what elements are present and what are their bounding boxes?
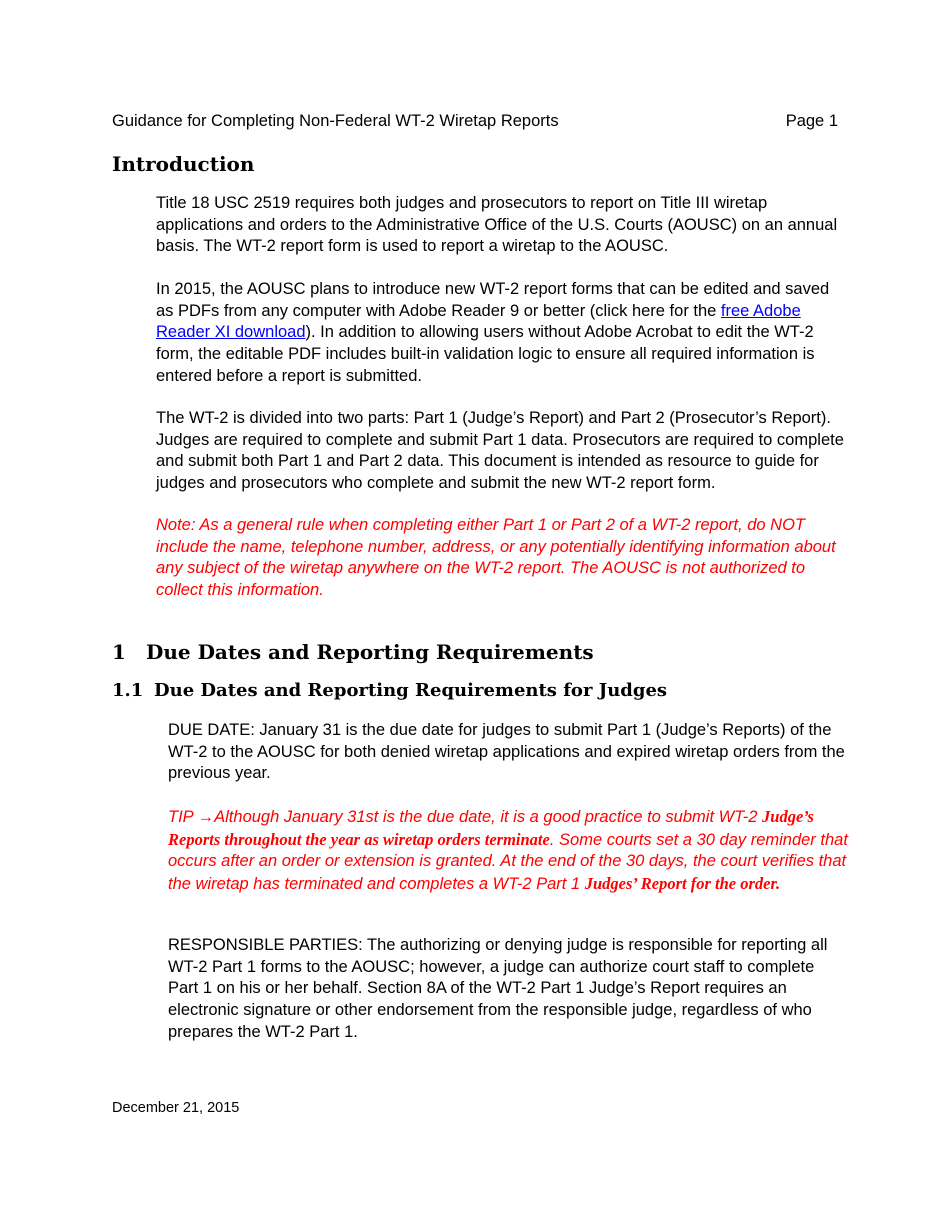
- section-1-title: Due Dates and Reporting Requirements: [146, 640, 594, 664]
- section-1-1-title: Due Dates and Reporting Requirements for Judges: [154, 680, 668, 701]
- intro-note: Note: As a general rule when completing either Part 1 or Part 2 of a WT-2 report, do NOT include the name, telephone number, address, or any potentially identifying information about any subject of the wiretap anywhere on the WT-2 report. The AOUSC is not authorized to collect this information.: [156, 516, 836, 600]
- due-date-paragraph: DUE DATE: January 31 is the due date for judges to submit Part 1 (Judge’s Reports) of the WT-2 to the AOUSC for both denied wiretap applications and expired wiretap orders from the previous year.: [168, 721, 845, 783]
- intro-p2-text-b: ). In addition to allowing users without Adobe Acrobat to edit the WT-2 form, the editable PDF includes built-in validation logic to ensure all required information is entered before a report is submitted.: [156, 323, 815, 385]
- tip-label: TIP: [168, 808, 198, 826]
- page-header: [112, 112, 838, 131]
- arrow-right-icon: →: [197, 808, 215, 826]
- tip-text-b: Judge’s Reports throughout the year as wiretap orders terminate: [168, 807, 814, 849]
- responsible-parties-paragraph: RESPONSIBLE PARTIES: The authorizing or denying judge is responsible for reporting all WT-2 Part 1 forms to the AOUSC; however, a judge can authorize court staff to complete Part 1 on his or her behalf. Section 8A of the WT-2 Part 1 Judge’s Report requires an electronic signature or other endorsement from the responsible judge, regardless of who prepares the WT-2 Part 1.: [168, 936, 828, 1041]
- page-number: Page 1: [785, 112, 838, 130]
- footer-date: December 21, 2015: [112, 1100, 240, 1116]
- tip-text-d: Judges’ Report for the order.: [584, 874, 781, 894]
- section-1-number: 1: [112, 640, 126, 664]
- section-1-heading: [112, 640, 594, 664]
- intro-p2-text-a: In 2015, the AOUSC plans to introduce new WT-2 report forms that can be edited and saved as PDFs from any computer with Adobe Reader 9 or better (click here for the: [156, 280, 830, 320]
- intro-paragraph-3: The WT-2 is divided into two parts: Part 1 (Judge’s Report) and Part 2 (Prosecutor’s Report). Judges are required to complete and submit Part 1 data. Prosecutors are required to complete and submit both Part 1 and Part 2 data. This document is intended as resource to guide for judges and prosecutors who complete and submit the new WT-2 report form.: [156, 409, 844, 493]
- intro-paragraph-1: Title 18 USC 2519 requires both judges and prosecutors to report on Title III wiretap applications and orders to the Administrative Office of the U.S. Courts (AOUSC) on an annual basis. The WT-2 report form is used to report a wiretap to the AOUSC.: [156, 194, 838, 256]
- intro-paragraph-2: [156, 279, 846, 388]
- section-1-1-number: 1.1: [112, 680, 144, 701]
- tip-text-c: . Some courts set a 30 day reminder that occurs after an order or extension is granted. At the end of the 30 days, the court verifies that the wiretap has terminated and completes a WT-2 Part 1: [168, 830, 848, 894]
- tip-paragraph: [168, 806, 848, 896]
- header-title: Guidance for Completing Non-Federal WT-2 Wiretap Reports: [112, 112, 559, 130]
- intro-heading: Introduction: [112, 152, 255, 176]
- adobe-reader-download-link[interactable]: free Adobe Reader XI download: [156, 301, 801, 342]
- tip-text-a: Although January 31st is the due date, it is a good practice to submit WT-2: [214, 808, 763, 826]
- section-1-1-heading: [112, 680, 667, 701]
